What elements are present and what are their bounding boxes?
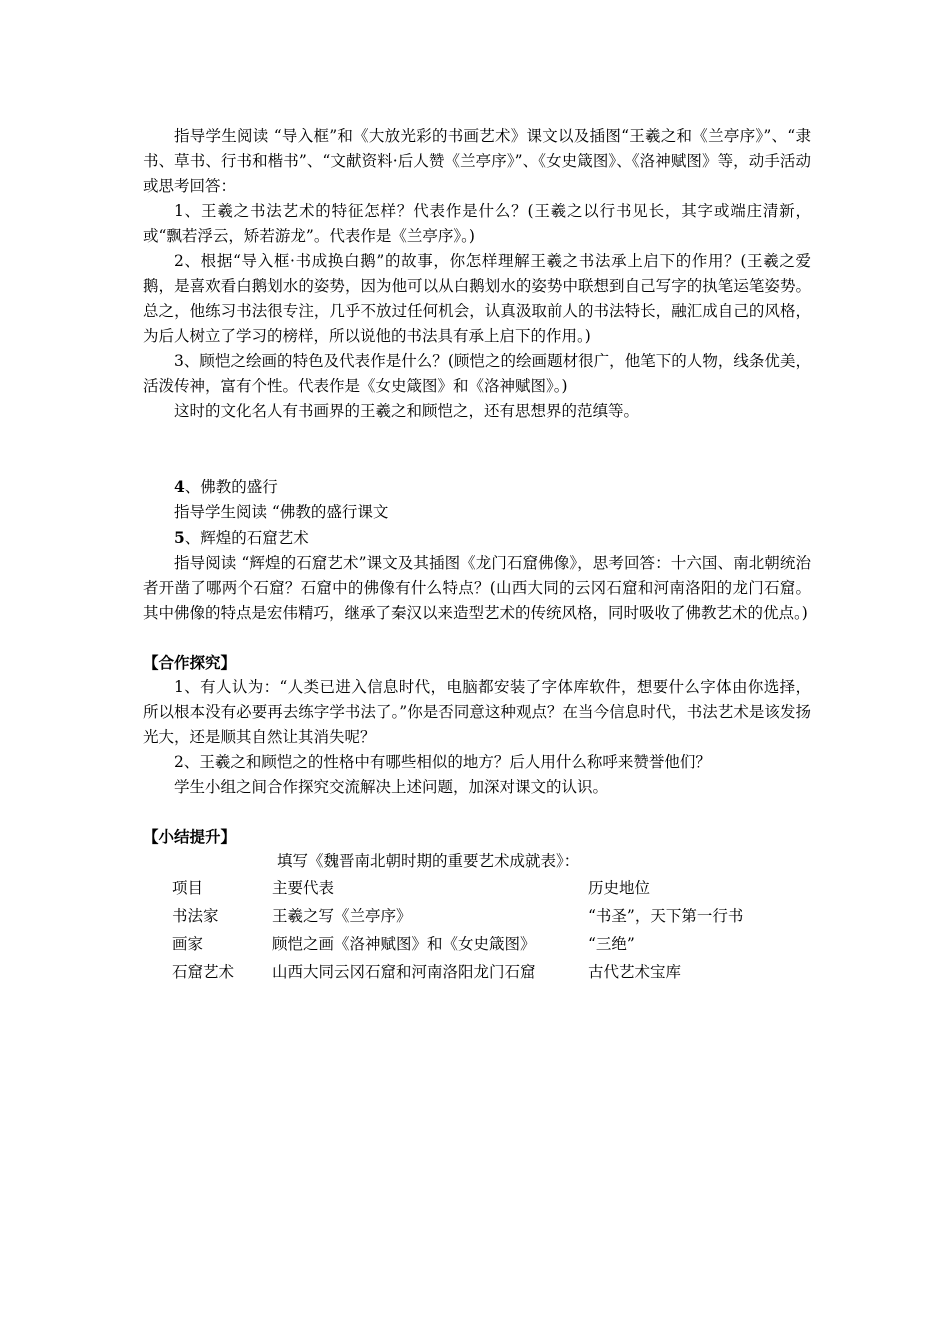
- table-cell: “书圣”，天下第一行书: [588, 907, 744, 925]
- header-cell: 历史地位: [588, 879, 651, 897]
- table-row: [172, 930, 811, 958]
- header-cell: 项目: [172, 879, 204, 897]
- question-1: 1、王羲之书法艺术的特征怎样？代表作是什么？(王羲之以行书见长，其字或端庄清新，或“飘若浮云，矫若游龙”。代表作是《兰亭序》。): [143, 202, 811, 245]
- table-cell: 顾恺之画《洛神赋图》和《女史箴图》: [272, 935, 536, 953]
- question-2: 2、根据“导入框·书成换白鹅”的故事，你怎样理解王羲之书法承上启下的作用？(王羲之爱鹅，是喜欢看白鹅划水的姿势，因为他可以从白鹅划水的姿势中联想到自己写字的执笔运笔姿势。总之，他练习书法很专注，几乎不放过任何机会，认真汲取前人的书法特长，融汇成自己的风格，为后人树立了学习的榜样，所以说他的书法具有承上启下的作用。): [143, 252, 811, 345]
- table-cell: 石窟艺术: [172, 963, 235, 981]
- heading-buddhism: [143, 474, 811, 500]
- heading-grotto-text: 、辉煌的石窟艺术: [184, 529, 309, 547]
- table-row: [172, 902, 811, 930]
- achievement-table: [172, 874, 811, 986]
- table-cell: 古代艺术宝库: [588, 963, 682, 981]
- table-cell: 山西大同云冈石窟和河南洛阳龙门石窟: [272, 963, 536, 981]
- cooperation-question-2: 2、王羲之和顾恺之的性格中有哪些相似的地方？后人用什么称呼来赞誉他们？: [174, 753, 711, 771]
- intro-paragraph: 指导学生阅读 “导入框”和《大放光彩的书画艺术》课文以及插图“王羲之和《兰亭序》”、“隶书、草书、行书和楷书”、“文献资料·后人赞《兰亭序》”、《女史箴图》、《洛神赋图》等，动手活动或思考回答：: [143, 127, 811, 195]
- table-row: [172, 958, 811, 986]
- table-cell: “三绝”: [588, 935, 635, 953]
- question-3: 3、顾恺之绘画的特色及代表作是什么？(顾恺之的绘画题材很广，他笔下的人物，线条优美，活泼传神，富有个性。代表作是《女史箴图》和《洛神赋图》。): [143, 352, 811, 395]
- buddhism-paragraph: 指导学生阅读 “佛教的盛行课文: [174, 503, 389, 521]
- heading-grotto: [143, 525, 811, 551]
- grotto-paragraph: 指导阅读 “辉煌的石窟艺术”课文及其插图《龙门石窟佛像》，思考回答：十六国、南北朝统治者开凿了哪两个石窟？石窟中的佛像有什么特点？(山西大同的云冈石窟和河南洛阳的龙门石窟。其中佛像的特点是宏伟精巧，继承了秦汉以来造型艺术的传统风格，同时吸收了佛教艺术的优点。): [143, 554, 811, 622]
- cooperation-question-1: 1、有人认为：“人类已进入信息时代，电脑都安装了字体库软件，想要什么字体由你选择，所以根本没有必要再去练字学书法了。”你是否同意这种观点？在当今信息时代，书法艺术是该发扬光大，还是顺其自然让其消失呢？: [143, 678, 811, 746]
- table-caption: 填写《魏晋南北朝时期的重要艺术成就表》：: [277, 852, 580, 870]
- spacer: [143, 626, 811, 650]
- table-header-row: [172, 874, 811, 902]
- summary-heading: 【小结提升】: [143, 827, 237, 846]
- spacer: [143, 800, 811, 824]
- document-page: [143, 124, 811, 986]
- heading-grotto-number: 5: [174, 528, 185, 547]
- spacer: [143, 424, 811, 474]
- heading-buddhism-number: 4: [174, 477, 185, 496]
- cooperation-heading: 【合作探究】: [143, 653, 237, 672]
- table-cell: 王羲之写《兰亭序》: [272, 907, 412, 925]
- cooperation-paragraph: 学生小组之间合作探究交流解决上述问题，加深对课文的认识。: [174, 778, 609, 796]
- table-cell: 画家: [172, 935, 204, 953]
- culture-summary: 这时的文化名人有书画界的王羲之和顾恺之，还有思想界的范缜等。: [174, 402, 640, 420]
- heading-buddhism-text: 、佛教的盛行: [184, 478, 278, 496]
- table-cell: 书法家: [172, 907, 219, 925]
- header-cell: 主要代表: [272, 879, 335, 897]
